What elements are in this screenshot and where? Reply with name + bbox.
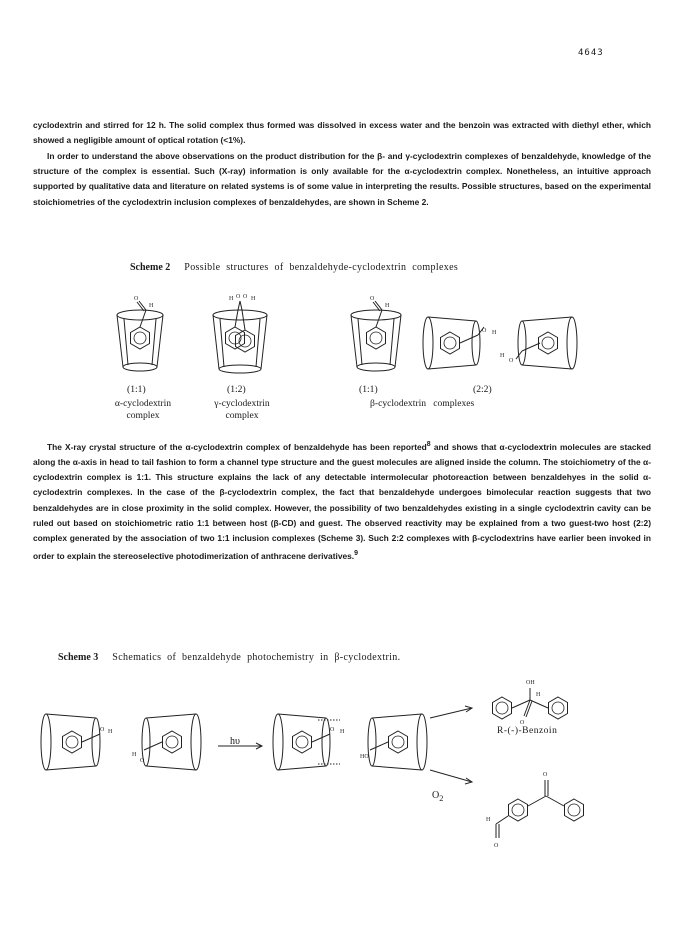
scheme-2-label: Scheme 2 [130,262,171,273]
svg-text:H: H [536,692,541,698]
alpha-cd-name: α-cyclodextrin [114,398,172,409]
arrow-to-benzoin [430,708,472,718]
svg-text:H: H [385,303,390,309]
ratio-alpha: (1:1) [127,384,146,395]
svg-text:OH: OH [526,680,535,686]
ratio-gamma: (1:2) [227,384,246,395]
page-number: 4643 [578,48,604,58]
paragraph-2: In order to understand the above observations on the product distribution for the β- and γ-cyclodextrin complexes of benzaldehyde, knowledge of the structure of the complex is essential. Such (X-ray) information is only available for the α-cyclodextrin complex. Nonetheless, an intuitive approach supported by qualitative data and literature on related systems is of some value in interpreting the results. Possible structures, based on the experimental stoichiometries of the cyclodextrin inclusion complexes of benzaldehydes, are shown in Scheme 2. [33,151,651,207]
scheme-3-title: Schematics of benzaldehyde photochemistry in β-cyclodextrin. [112,652,401,663]
scheme-2-structures [0,285,680,385]
svg-text:O: O [330,727,335,733]
svg-text:O: O [494,843,499,849]
svg-text:O: O [243,294,248,300]
svg-text:H: H [149,303,154,309]
svg-text:H: H [500,353,505,359]
svg-text:O: O [140,758,145,764]
scheme-2-caption [130,262,458,273]
benzoin-label: R-(-)-Benzoin [497,726,558,736]
scheme-3-caption [58,652,401,663]
paragraph-3-part-b: and shows that α-cyclodextrin molecules are stacked along the α-axis in head to tail fashion to form a channel type structure and the guest molecules are aligned inside the column. The stoichiometry of the α-cyclodextrin complex is 1:1. This structure explains the lack of any detectable intermolecular photoreaction between benzaldehyes in the solid α-cyclodextrin complexes. In the case of the β-cyclodextrin complex, the fact that benzaldehyde undergoes bimolecular reaction suggests that two benzaldehydes are in close proximity in the solid complex. However, the possibility of two benzaldehydes existing in a single cyclodextrin cavity can be ruled out based on stoichiometric ratio 1:1 between host (β-CD) and guest. The observed reactivity may be explained from a two guest-two host (2:2) complex generated by the association of two 1:1 inclusion complexes (Scheme 3). Such 2:2 complexes with β-cyclodextrins have earlier been invoked in order to explain the stereoselective photodimerization of anthracene derivatives. [33,441,651,562]
svg-text:H: H [251,296,256,302]
svg-text:H: H [340,729,345,735]
beta-cd-cup [351,310,401,371]
arrow-to-oxidation-product [430,770,472,782]
scheme-3-label: Scheme 3 [58,652,99,663]
alpha-cd-sub: complex [126,410,160,421]
paragraph-3 [33,437,651,564]
svg-text:O: O [482,328,487,334]
gamma-cd-name: γ-cyclodextrin [214,398,270,409]
paragraph-3-part-a: The X-ray crystal structure of the α-cyclodextrin complex of benzaldehyde has been reported [47,441,427,452]
svg-text:O: O [100,727,105,733]
svg-text:O: O [509,358,514,364]
svg-text:O: O [370,296,375,302]
reference-9: 9 [354,550,359,558]
svg-text:O: O [543,772,548,778]
svg-text:H: H [229,296,234,302]
ratio-beta-monomer: (1:1) [359,384,378,395]
svg-text:H: H [486,817,491,823]
svg-text:H: H [492,330,497,336]
oxygen-label [432,790,443,805]
beta-cd-label: β-cyclodextrin complexes [370,398,475,409]
reference-8: 8 [426,441,431,448]
scheme-2-title: Possible structures of benzaldehyde-cyclodextrin complexes [184,262,459,273]
gamma-cd-sub: complex [225,410,259,421]
svg-text:O: O [520,720,525,726]
alpha-cd-label [108,398,178,422]
svg-text:HO: HO [360,754,369,760]
scheme-3-diagram [0,670,680,850]
svg-text:H: H [132,752,137,758]
hv-label: hυ [230,736,240,747]
reactant-dimer [41,714,201,770]
oxygen-symbol: O [432,790,440,801]
paragraph-1: cyclodextrin and stirred for 12 h. The solid complex thus formed was dissolved in excess water and the benzoin was extracted with diethyl ether, which showed a negligible amount of optical rotation (<1%). [33,120,651,146]
alpha-cd-cup [117,310,163,371]
svg-text:O: O [134,296,139,302]
gamma-cd-label [207,398,277,422]
svg-text:O: O [236,294,241,300]
oxygen-subscript: 2 [439,794,444,803]
svg-text:H: H [108,729,113,735]
ratio-beta-dimer: (2:2) [473,384,492,395]
